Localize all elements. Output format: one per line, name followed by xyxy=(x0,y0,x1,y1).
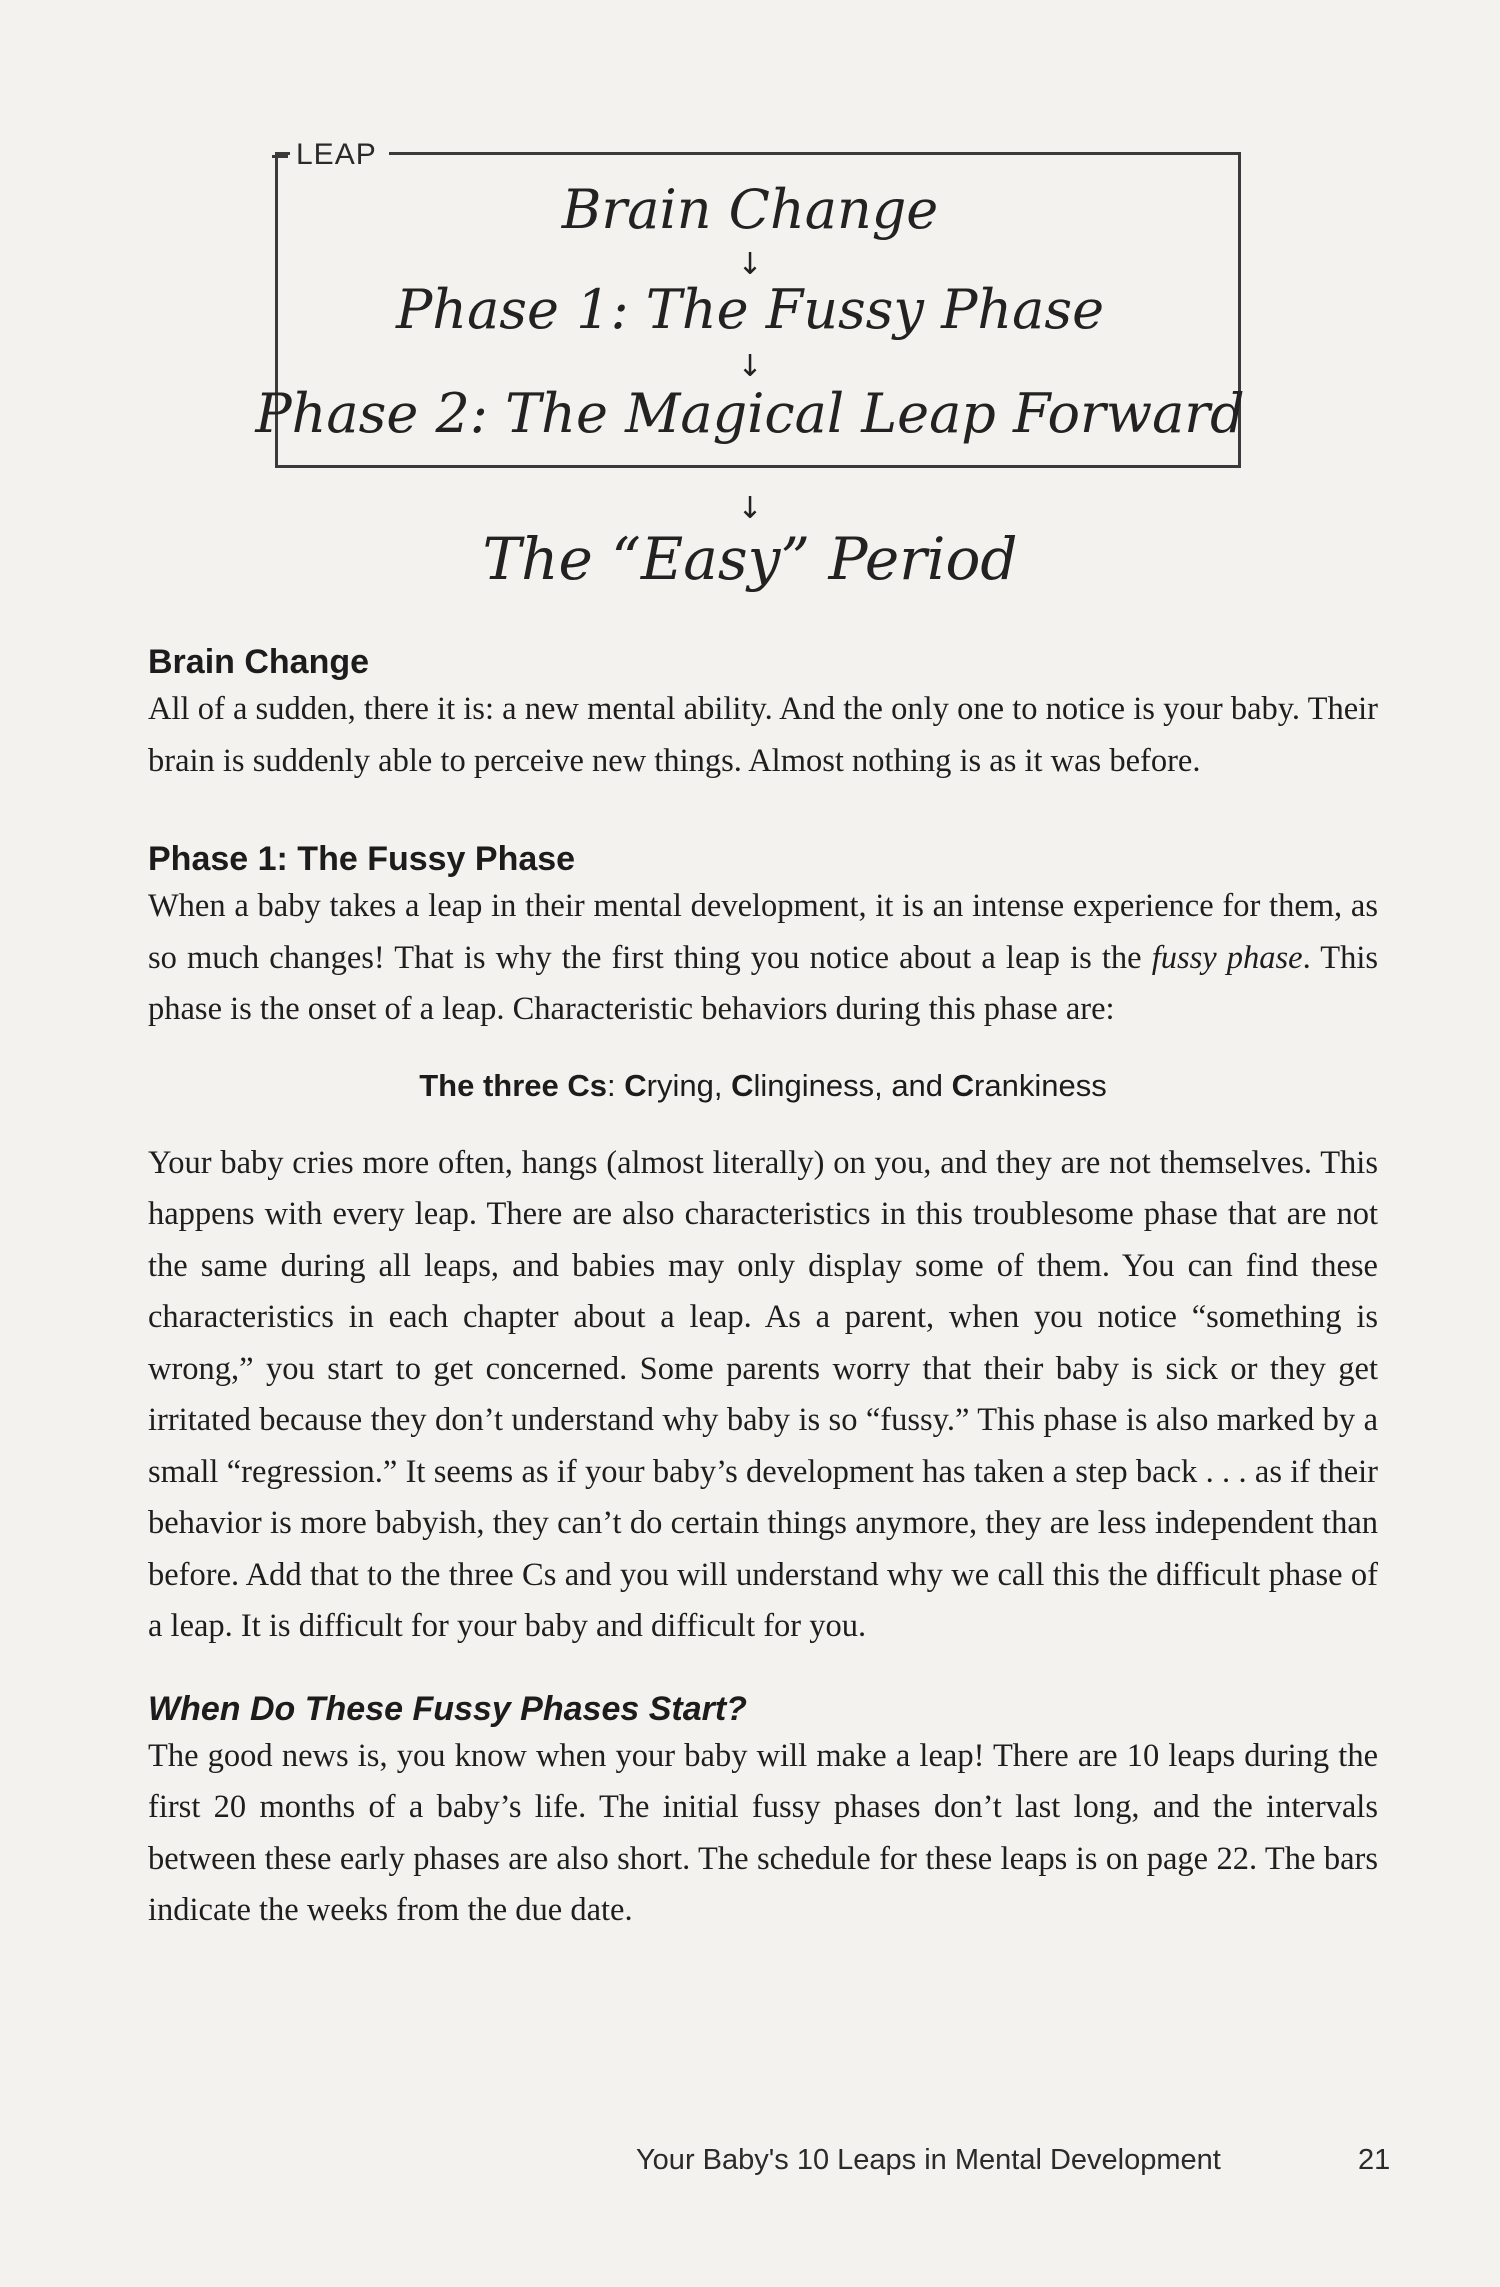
diagram-step-brain-change: Brain Change xyxy=(561,178,939,241)
down-arrow-icon: ↓ xyxy=(737,491,763,526)
diagram-step-magical-leap: Phase 2: The Magical Leap Forward xyxy=(255,382,1245,445)
section-heading-brain-change: Brain Change xyxy=(148,643,370,681)
paragraph-when-start: The good news is, you know when your baby will make a leap! There are 10 leaps during the first 20 months of a baby’s life. The initial fussy phases don’t last long, and the intervals between these early phases are also short. The schedule for these leaps is on page 22. The bars indicate the weeks from the due date. xyxy=(148,1737,1378,1928)
paragraph-fussy-phase-detail: Your baby cries more often, hangs (almost literally) on you, and they are not themselves. This happens with every leap. There are also characteristics in this troublesome phase that are not the same during all leaps, and babies may only display some of them. You can find these characteristics in each chapter about a leap. As a parent, when you notice “something is wrong,” you start to get concerned. Some parents worry that their baby is sick or they get irritated because they don’t understand why baby is so “fussy.” This phase is also marked by a small “regression.” It seems as if your baby’s development has taken a step back . . . as if their behavior is more babyish, they can’t do certain things anymore, they are less independent than before. Add that to the three Cs and you will understand why we call this the difficult phase of a leap. It is difficult for your baby and difficult for you. xyxy=(148,1144,1378,1644)
paragraph-fussy-phase-intro: When a baby takes a leap in their mental development, it is an intense experience for them, as so much changes! That is why the first thing you notice about a leap is the fussy phase. This phase is the onset of a leap. Characteristic behaviors during this phase are: xyxy=(148,888,1378,1027)
main-text xyxy=(148,640,1378,1937)
section-heading-fussy-phase: Phase 1: The Fussy Phase xyxy=(148,840,576,878)
emphasis-fussy-phase: fussy phase xyxy=(1151,939,1303,976)
down-arrow-icon: ↓ xyxy=(737,349,763,384)
down-arrow-icon: ↓ xyxy=(737,247,763,282)
footer-book-title: Your Baby's 10 Leaps in Mental Development xyxy=(636,2144,1221,2176)
three-cs-callout: The three Cs: Crying, Clinginess, and Crankiness xyxy=(419,1067,1107,1103)
page-number: 21 xyxy=(1358,2144,1391,2176)
diagram-step-fussy-phase: Phase 1: The Fussy Phase xyxy=(395,278,1105,341)
paragraph-brain-change: All of a sudden, there it is: a new mental ability. And the only one to notice is your baby. Their brain is suddenly able to perceive new things. Almost nothing is as it was before. xyxy=(148,691,1378,779)
leap-label: LEAP xyxy=(290,140,389,170)
section-heading-when-start: When Do These Fussy Phases Start? xyxy=(148,1689,747,1728)
diagram-step-easy-period: The “Easy” Period xyxy=(482,525,1018,593)
